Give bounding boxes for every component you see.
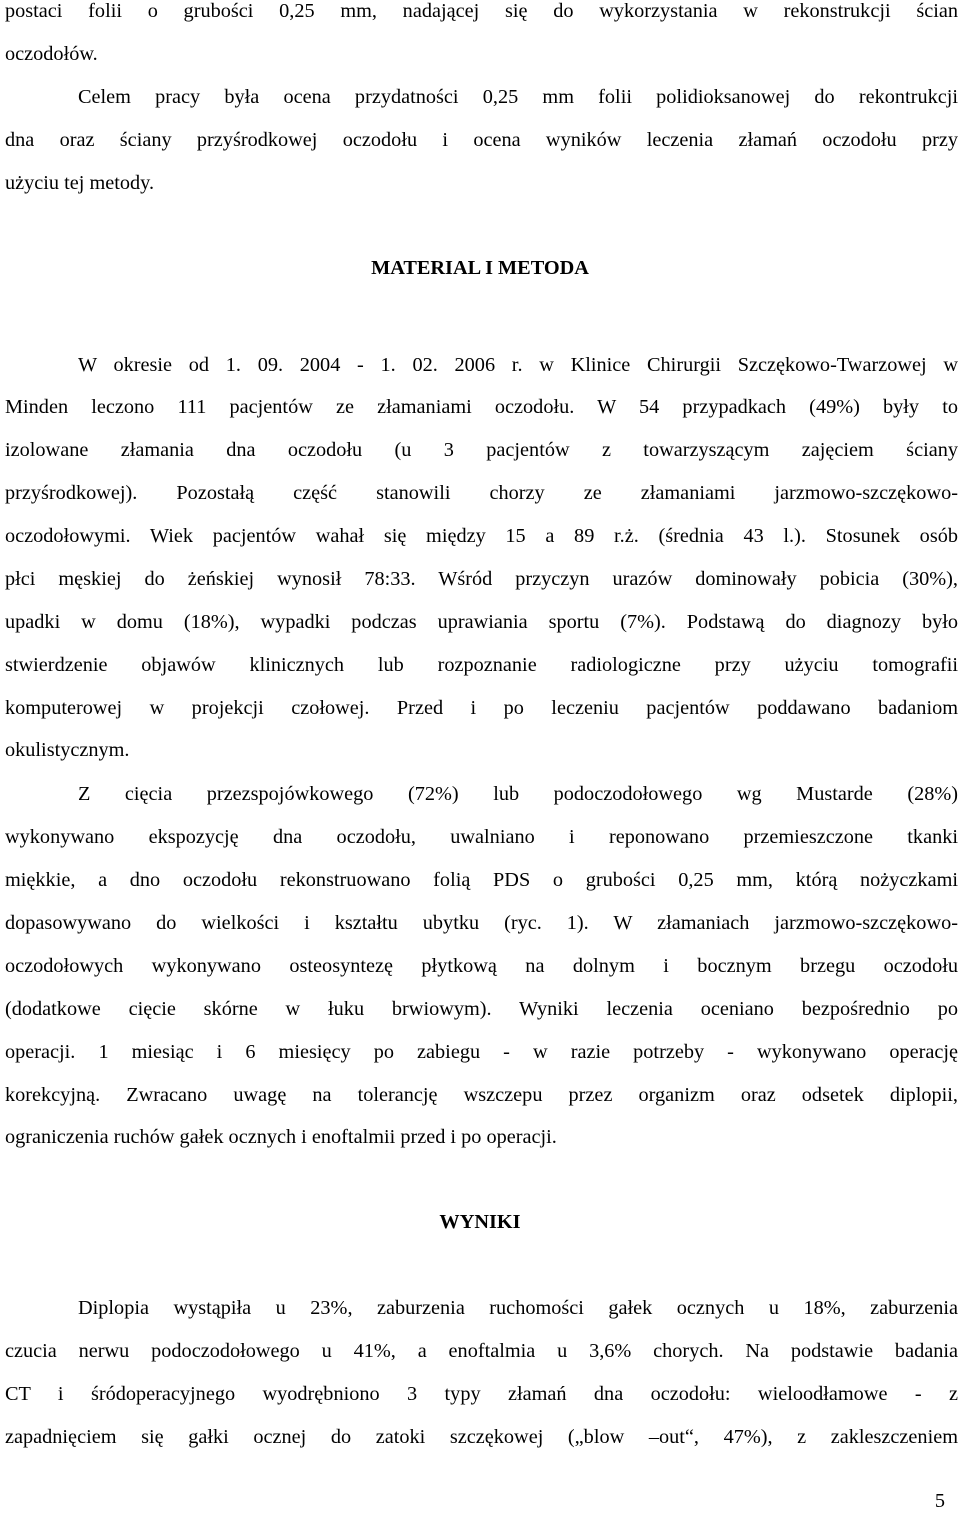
text-line: okulistycznym. <box>5 739 130 761</box>
text-line: postaci folii o grubości 0,25 mm, nadającej się do wykorzystania w rekonstrukcji ścian <box>5 0 958 22</box>
text-line: (dodatkowe cięcie skórne w łuku brwiowym). Wyniki leczenia oceniano bezpośrednio po <box>5 998 958 1020</box>
text-line: CT i śródoperacyjnego wyodrębniono 3 typy złamań dna oczodołu: wieloodłamowe - z <box>5 1383 958 1405</box>
text-line: Celem pracy była ocena przydatności 0,25 mm folii polidioksanowej do rekontrukcji <box>78 86 958 108</box>
text-line: oczodołowymi. Wiek pacjentów wahał się między 15 a 89 r.ż. (średnia 43 l.). Stosunek osób <box>5 525 958 547</box>
page-number: 5 <box>934 1490 946 1512</box>
text-line: operacji. 1 miesiąc i 6 miesięcy po zabiegu - w razie potrzeby - wykonywano operację <box>5 1041 958 1063</box>
text-line: Z cięcia przezspojówkowego (72%) lub podoczodołowego wg Mustarde (28%) <box>78 783 958 805</box>
text-line: płci męskiej do żeńskiej wynosił 78:33. Wśród przyczyn urazów dominowały pobicia (30%), <box>5 568 958 590</box>
text-line: użyciu tej metody. <box>5 172 155 194</box>
text-line: czucia nerwu podoczodołowego u 41%, a enoftalmia u 3,6% chorych. Na podstawie badania <box>5 1340 958 1362</box>
text-line: stwierdzenie objawów klinicznych lub rozpoznanie radiologiczne przy użyciu tomografii <box>5 654 958 676</box>
text-line: Minden leczono 111 pacjentów ze złamaniami oczodołu. W 54 przypadkach (49%) były to <box>5 396 958 418</box>
section-heading-results: WYNIKI <box>439 1211 521 1233</box>
text-line: izolowane złamania dna oczodołu (u 3 pacjentów z towarzyszącym zajęciem ściany <box>5 439 958 461</box>
text-line: dna oraz ściany przyśrodkowej oczodołu i ocena wyników leczenia złamań oczodołu przy <box>5 129 958 151</box>
text-line: komputerowej w projekcji czołowej. Przed i po leczeniu pacjentów poddawano badaniom <box>5 697 958 719</box>
text-line: korekcyjną. Zwracano uwagę na tolerancję wszczepu przez organizm oraz odsetek diplopii, <box>5 1084 958 1106</box>
text-line: oczodołowych wykonywano osteosyntezę płytkową na dolnym i bocznym brzegu oczodołu <box>5 955 958 977</box>
text-line: przyśrodkowej). Pozostałą część stanowili chorzy ze złamaniami jarzmowo-szczękowo- <box>5 482 958 504</box>
text-line: dopasowywano do wielkości i kształtu ubytku (ryc. 1). W złamaniach jarzmowo-szczękowo- <box>5 912 958 934</box>
text-line: zapadnięciem się gałki ocznej do zatoki szczękowej („blow –out“, 47%), z zakleszczeniem <box>5 1426 958 1448</box>
text-line: oczodołów. <box>5 43 98 65</box>
text-line: W okresie od 1. 09. 2004 - 1. 02. 2006 r. w Klinice Chirurgii Szczękowo-Twarzowej w <box>78 354 958 376</box>
text-line: upadki w domu (18%), wypadki podczas uprawiania sportu (7%). Podstawą do diagnozy było <box>5 611 958 633</box>
text-line: wykonywano ekspozycję dna oczodołu, uwalniano i reponowano przemieszczone tkanki <box>5 826 958 848</box>
text-line: ograniczenia ruchów gałek ocznych i enoftalmii przed i po operacji. <box>5 1126 557 1148</box>
text-line: Diplopia wystąpiła u 23%, zaburzenia ruchomości gałek ocznych u 18%, zaburzenia <box>78 1297 958 1319</box>
text-line: miękkie, a dno oczodołu rekonstruowano folią PDS o grubości 0,25 mm, którą nożyczkami <box>5 869 958 891</box>
section-heading-material: MATERIAL I METODA <box>371 257 589 279</box>
